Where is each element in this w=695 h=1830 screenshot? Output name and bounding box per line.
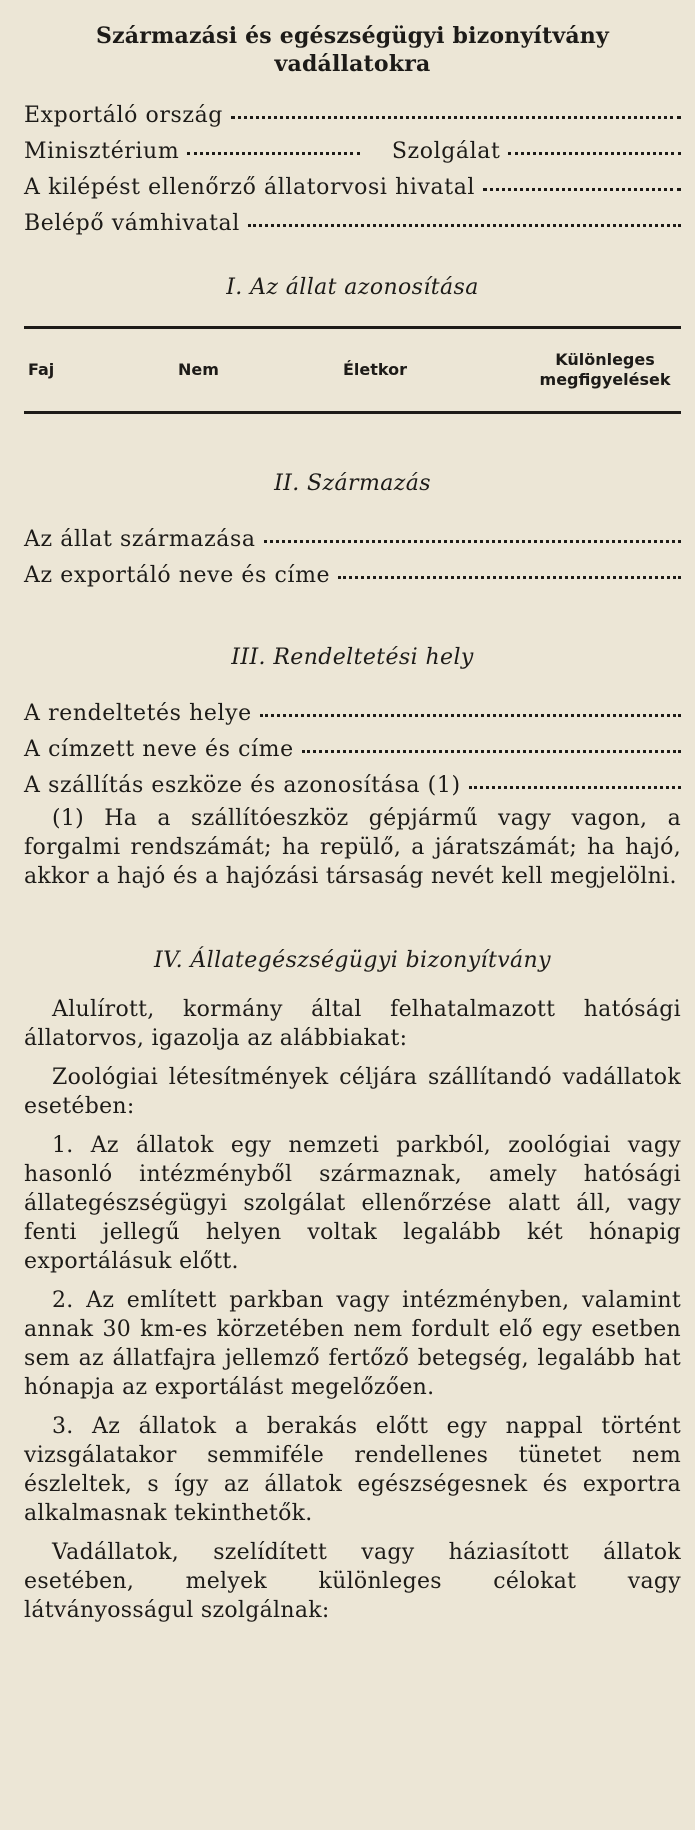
field-label: Az exportáló neve és címe <box>24 563 331 588</box>
column-sex: Nem <box>178 360 219 379</box>
field-label: Belépő vámhivatal <box>24 211 240 236</box>
certificate-paragraph: Vadállatok, szelídített vagy háziasított állatok esetében, melyek különleges célokat vagy látványosságul szolgálnak: <box>24 1540 681 1623</box>
field-label: A szállítás eszköze és azonosítása (1) <box>24 773 461 798</box>
certificate-paragraph: 1. Az állatok egy nemzeti parkból, zoológiai vagy hasonló intézményből származnak, amely hatósági állategészségügyi szolgálat ellenőrzése alatt áll, vagy fenti jellegű helyen voltak legalább két hónapig exportálásuk előtt. <box>24 1133 681 1274</box>
document-title <box>24 22 681 78</box>
dotted-fill-line <box>264 536 681 543</box>
field-exit-office <box>24 170 681 206</box>
dotted-fill-line <box>231 112 681 119</box>
title-line-1: Származási és egészségügyi bizonyítvány <box>96 23 609 49</box>
field-label: Exportáló ország <box>24 103 223 128</box>
certificate-paragraph: Alulírott, kormány által felhatalmazott hatósági állatorvos, igazolja az alábbiakat: <box>24 997 681 1051</box>
certificate-paragraph: Zoológiai létesítmények céljára szállítandó vadállatok esetében: <box>24 1065 681 1119</box>
section-4-heading: IV. Állategészségügyi bizonyítvány <box>154 948 551 973</box>
field-transport <box>24 768 681 804</box>
field-consignee <box>24 732 681 768</box>
field-label: Szolgálat <box>391 139 501 164</box>
dotted-fill-line <box>260 710 681 717</box>
certificate-paragraph: 3. Az állatok a berakás előtt egy nappal történt vizsgálatakor semmiféle rendellenes tünetet nem észleltek, s így az állatok egészségesnek és exportra alkalmasnak tekinthetők. <box>24 1414 681 1526</box>
dotted-fill-line <box>302 746 681 753</box>
dotted-fill-line <box>187 148 360 155</box>
column-species: Faj <box>28 360 55 379</box>
title-line-2: vadállatokra <box>274 51 431 77</box>
field-exporter <box>24 558 681 594</box>
section-1-heading: I. Az állat azonosítása <box>226 275 479 300</box>
field-origin <box>24 522 681 558</box>
identification-table-header <box>24 326 681 414</box>
section-2-heading: II. Származás <box>274 471 431 496</box>
field-label: A rendeltetés helye <box>24 701 252 726</box>
field-label: A címzett neve és címe <box>24 737 294 762</box>
field-ministry-service <box>24 134 681 170</box>
field-entry-customs <box>24 206 681 242</box>
column-age: Életkor <box>343 360 408 379</box>
column-special-observations: Különleges megfigyelések <box>539 350 671 389</box>
section-3-heading: III. Rendeltetési hely <box>231 645 474 670</box>
field-export-country <box>24 98 681 134</box>
certificate-paragraph: 2. Az említett parkban vagy intézményben, valamint annak 30 km-es körzetében nem fordult elő egy esetben sem az állatfajra jellemző fertőző betegség, legalább hat hónapja az exportálást megelőzően. <box>24 1288 681 1400</box>
dotted-fill-line <box>508 148 681 155</box>
field-label: Az állat származása <box>24 527 256 552</box>
dotted-fill-line <box>338 572 681 579</box>
dotted-fill-line <box>483 184 681 191</box>
transport-footnote: (1) Ha a szállítóeszköz gépjármű vagy vagon, a forgalmi rendszámát; ha repülő, a járatszámát; ha hajó, akkor a hajó és a hajózási társaság nevét kell megjelölni. <box>24 806 681 889</box>
dotted-fill-line <box>469 782 681 789</box>
field-label: Minisztérium <box>24 139 180 164</box>
field-label: A kilépést ellenőrző állatorvosi hivatal <box>24 175 476 200</box>
dotted-fill-line <box>248 220 681 227</box>
field-destination <box>24 696 681 732</box>
